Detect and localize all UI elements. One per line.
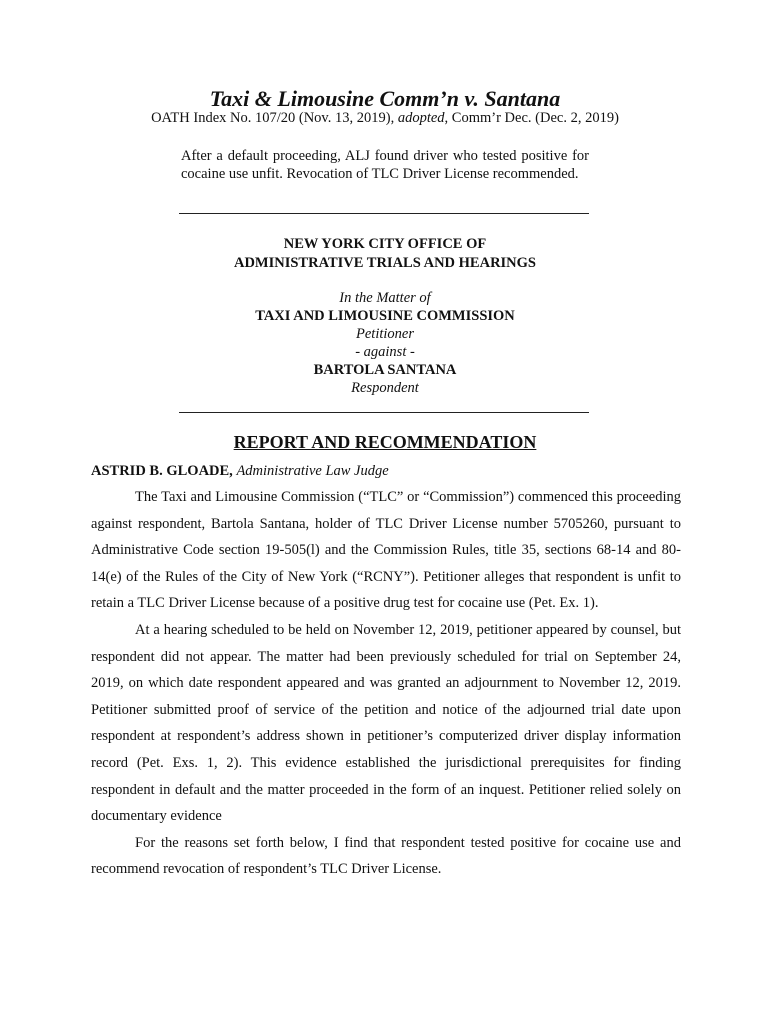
respondent-name: BARTOLA SANTANA [313, 362, 457, 378]
office-line-1: NEW YORK CITY OFFICE OF [283, 236, 487, 252]
case-summary: After a default proceeding, ALJ found driver who tested positive for cocaine use unfit. Revocation of TLC Driver License recommended. [181, 148, 589, 182]
citation-prefix: OATH Index No. 107/20 (Nov. 13, 2019), [151, 110, 395, 126]
divider-bottom [179, 412, 589, 413]
petitioner-name: TAXI AND LIMOUSINE COMMISSION [255, 308, 515, 324]
office-line-2: ADMINISTRATIVE TRIALS AND HEARINGS [233, 255, 536, 271]
body-paragraph-3: For the reasons set forth below, I find that respondent tested positive for cocaine use and recommend revocation of respondent’s TLC Driver License. [91, 834, 681, 878]
report-title: REPORT AND RECOMMENDATION [233, 432, 537, 452]
against-label: - against - [355, 344, 415, 360]
body-paragraph-2: At a hearing scheduled to be held on November 12, 2019, petitioner appeared by counsel, but respondent did not appear. The matter had been previously scheduled for trial on September 24, 2019, on which date respondent appeared and was granted an adjournment to November 12, 2019. Petitioner submitted proof of service of the petition and notice of the adjourned trial date upon respondent at respondent’s address shown in petitioner’s computerized driver display information record (Pet. Exs. 1, 2). This evidence established the jurisdictional prerequisites for finding respondent in default and the matter proceeded in the form of an inquest. Petitioner relied solely on documentary evidence [91, 621, 681, 825]
judge-name: ASTRID B. GLOADE, [91, 463, 233, 479]
respondent-role: Respondent [351, 380, 419, 396]
case-title: Taxi & Limousine Comm’n v. Santana [209, 86, 561, 111]
judge-line [91, 463, 389, 480]
judge-title: Administrative Law Judge [236, 463, 389, 479]
body-paragraph-1: The Taxi and Limousine Commission (“TLC” or “Commission”) commenced this proceeding against respondent, Bartola Santana, holder of TLC Driver License number 5705260, pursuant to Administrative Code section 19-505(l) and the Commission Rules, title 35, sections 68-14 and 80-14(e) of the Rules of the City of New York (“RCNY”). Petitioner alleges that respondent is unfit to retain a TLC Driver License because of a positive drug test for cocaine use (Pet. Ex. 1). [91, 489, 681, 612]
citation-adopted: adopted [397, 110, 445, 126]
citation-suffix: , Comm’r Dec. (Dec. 2, 2019) [444, 110, 619, 126]
report-body [91, 484, 681, 883]
petitioner-role: Petitioner [356, 326, 414, 342]
matter-label: In the Matter of [339, 290, 431, 306]
divider-top [179, 213, 589, 214]
case-citation [0, 110, 770, 127]
